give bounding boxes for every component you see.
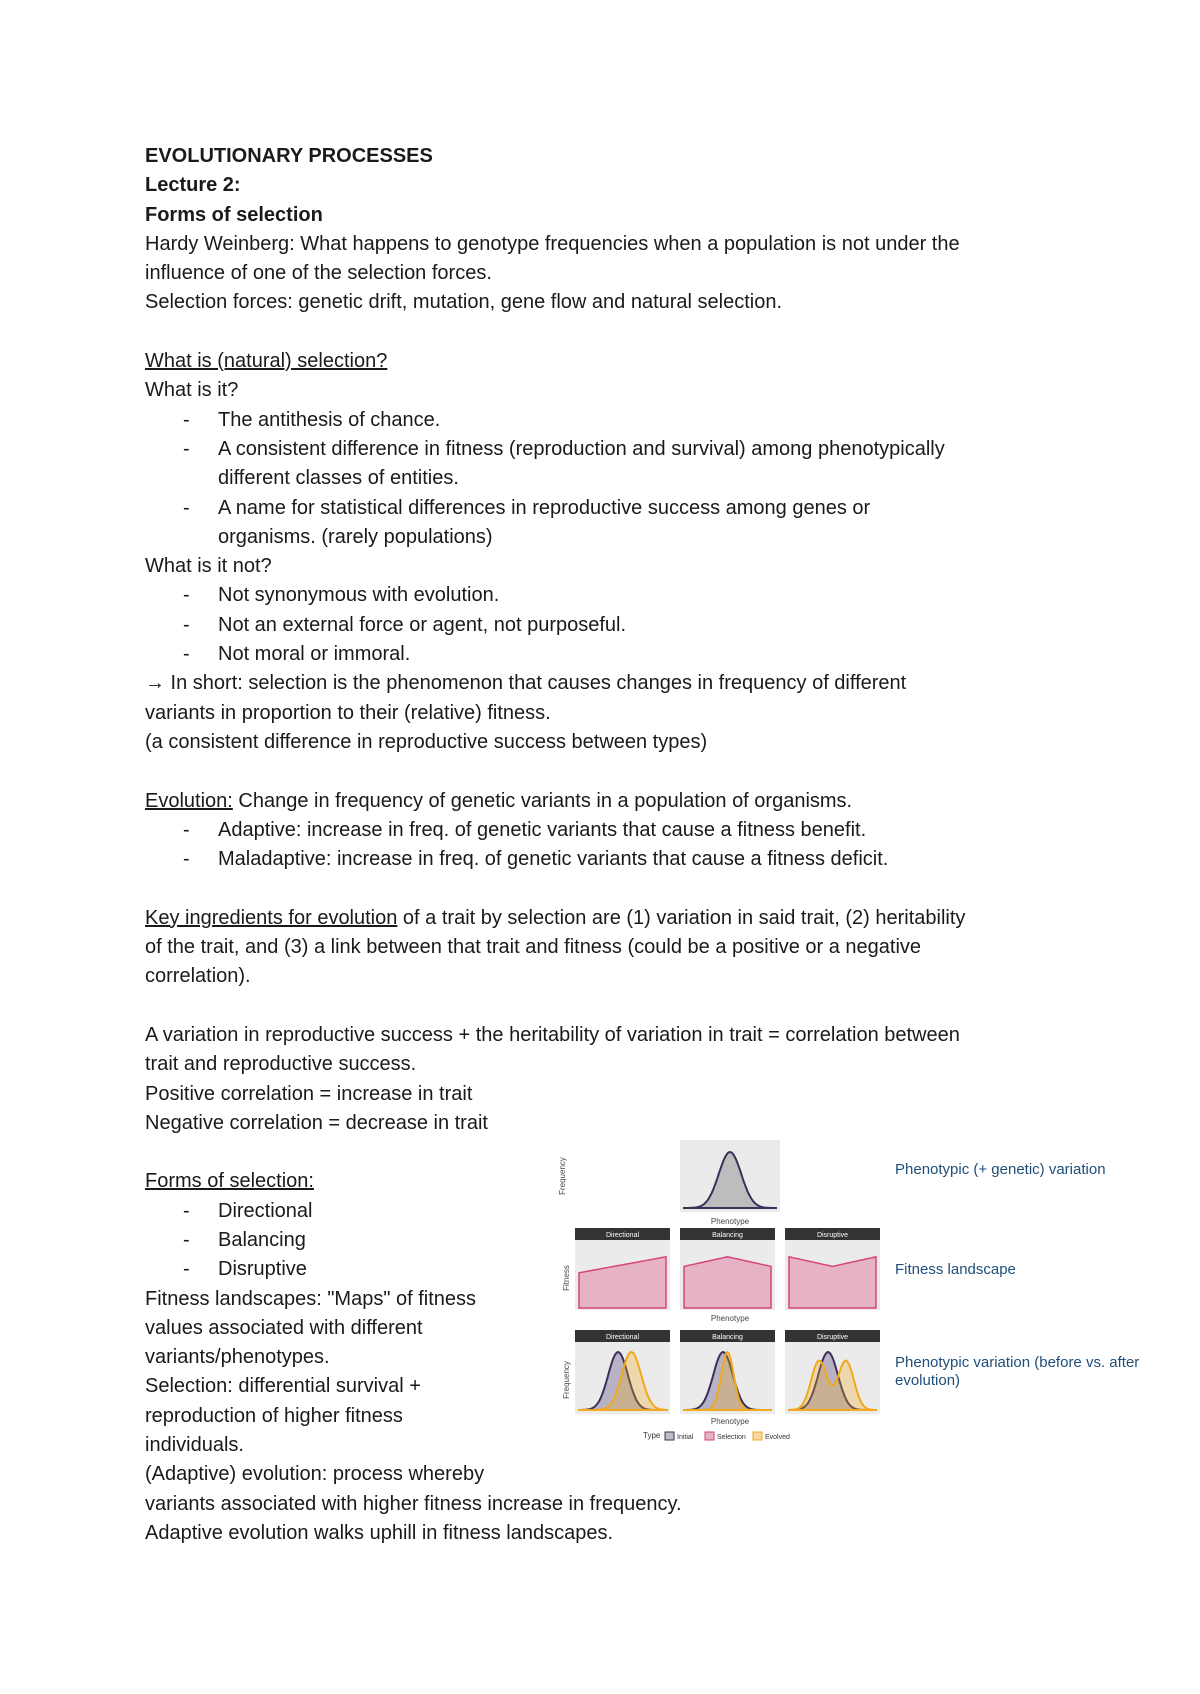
selection-heading: What is (natural) selection? <box>145 350 388 373</box>
section-title: Forms of selection <box>145 203 323 226</box>
panel-strip-label: Disruptive <box>816 1232 849 1239</box>
forms-heading: Forms of selection: <box>145 1170 314 1193</box>
intro-line: Selection forces: genetic drift, mutation, gene flow and natural selection. <box>145 291 783 314</box>
summary-line: → In short: selection is the phenomenon that causes changes in frequency of different <box>145 672 907 695</box>
legend-title: Type <box>643 1431 661 1440</box>
panel-strip-label: Balancing <box>712 1334 743 1341</box>
correlation-line: trait and reproductive success. <box>145 1053 417 1076</box>
bot-x-label: Phenotype <box>710 1417 750 1426</box>
forms-text: reproduction of higher fitness <box>145 1404 403 1427</box>
list-item: - Not moral or immoral. <box>145 640 1085 669</box>
forms-text: Adaptive evolution walks uphill in fitness landscapes. <box>145 1521 614 1544</box>
top-x-label: Phenotype <box>710 1217 750 1226</box>
figure-svg <box>555 1140 1195 1460</box>
mid-y-label: Fitness <box>562 1265 571 1291</box>
correlation-line: A variation in reproductive success + the heritability of variation in trait = correlation between <box>145 1023 960 1046</box>
bot-y-label: Frequency <box>562 1361 571 1399</box>
what-is-it: What is it? <box>145 379 239 402</box>
forms-text: (Adaptive) evolution: process whereby <box>145 1463 485 1486</box>
list-item: - Maladaptive: increase in freq. of genetic variants that cause a fitness deficit. <box>145 845 1085 874</box>
list-item-cont: organisms. (rarely populations) <box>218 525 493 548</box>
mid-x-label: Phenotype <box>710 1314 750 1323</box>
lecture-number: Lecture 2: <box>145 174 241 197</box>
forms-text: variants/phenotypes. <box>145 1346 330 1369</box>
legend-swatch-initial <box>665 1432 674 1440</box>
panel-strip-label: Directional <box>605 1334 640 1341</box>
forms-text: Fitness landscapes: "Maps" of fitness <box>145 1287 477 1310</box>
forms-text: individuals. <box>145 1434 244 1457</box>
legend-initial: Initial <box>677 1434 694 1441</box>
evolution-label: Evolution: <box>145 789 233 812</box>
list-item: - The antithesis of chance. <box>145 406 1085 435</box>
ingredients-line <box>145 904 1085 933</box>
list-item: - Disruptive <box>145 1255 1085 1284</box>
list-item: - Directional <box>145 1197 1085 1226</box>
forms-text: values associated with different <box>145 1316 423 1339</box>
legend-evolved: Evolved <box>765 1434 790 1441</box>
label-before-after-1: Phenotypic variation (before vs. after <box>895 1354 1140 1371</box>
list-item-cont: different classes of entities. <box>218 467 459 490</box>
label-before-after-2: evolution) <box>895 1372 961 1389</box>
list-item: - Adaptive: increase in freq. of genetic variants that cause a fitness benefit. <box>145 816 1085 845</box>
list-item: - A name for statistical differences in reproductive success among genes or <box>145 494 1085 523</box>
panel-strip-label: Balancing <box>712 1232 743 1239</box>
ingredients-line: of the trait, and (3) a link between that trait and fitness (could be a positive or a negative <box>145 936 922 959</box>
legend <box>643 1431 790 1441</box>
summary-line: variants in proportion to their (relative) fitness. <box>145 701 551 724</box>
correlation-line: Negative correlation = decrease in trait <box>145 1111 488 1134</box>
label-landscape: Fitness landscape <box>895 1261 1016 1278</box>
selection-figure <box>555 1140 1195 1460</box>
forms-text: Selection: differential survival + <box>145 1375 421 1398</box>
intro-line: Hardy Weinberg: What happens to genotype frequencies when a population is not under the <box>145 232 960 255</box>
intro-line: influence of one of the selection forces. <box>145 262 492 285</box>
doc-title: EVOLUTIONARY PROCESSES <box>145 145 433 167</box>
panel-strip-label: Disruptive <box>816 1334 849 1341</box>
ingredients-label: Key ingredients for evolution <box>145 906 398 929</box>
list-item: - A consistent difference in fitness (reproduction and survival) among phenotypically <box>145 435 1085 464</box>
evolution-text: Change in frequency of genetic variants in a population of organisms. <box>232 789 853 812</box>
list-item: - Balancing <box>145 1226 1085 1255</box>
panel-strip-label: Directional <box>605 1232 640 1239</box>
ingredients-line: correlation). <box>145 965 251 988</box>
fitness-curve <box>684 1257 771 1308</box>
forms-text: variants associated with higher fitness increase in frequency. <box>145 1492 682 1515</box>
legend-selection: Selection <box>717 1434 746 1441</box>
evolution-definition <box>145 787 1085 816</box>
ingredients-text: of a trait by selection are (1) variation in said trait, (2) heritability <box>397 906 966 929</box>
summary-line: (a consistent difference in reproductive success between types) <box>145 730 708 753</box>
top-y-label: Frequency <box>558 1157 567 1195</box>
legend-swatch-evolved <box>753 1432 762 1440</box>
list-item: - Not an external force or agent, not purposeful. <box>145 611 1085 640</box>
legend-swatch-selection <box>705 1432 714 1440</box>
correlation-line: Positive correlation = increase in trait <box>145 1082 473 1105</box>
list-item: - Not synonymous with evolution. <box>145 581 1085 610</box>
what-is-it-not: What is it not? <box>145 555 272 578</box>
label-variation: Phenotypic (+ genetic) variation <box>895 1161 1106 1178</box>
